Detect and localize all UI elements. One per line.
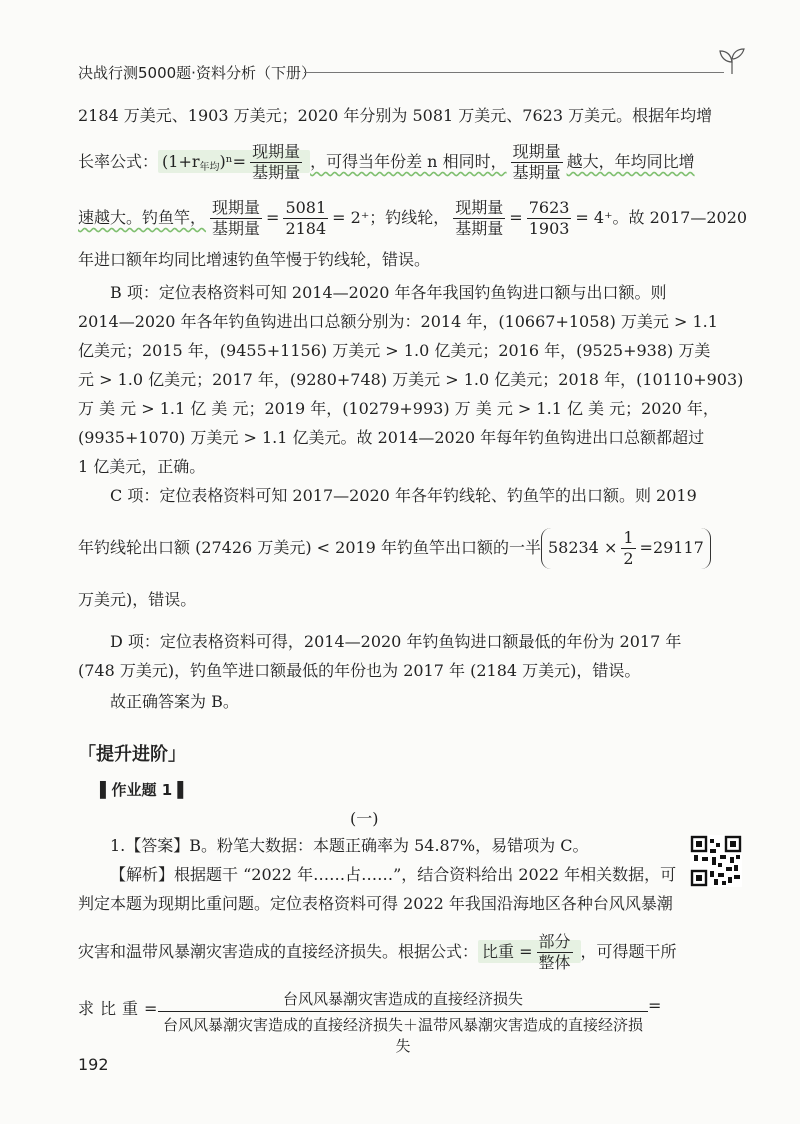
text-fragment: ，可得当年份差 n 相同时， (310, 152, 507, 171)
paren-group (541, 528, 711, 569)
formula-text: (1+r (162, 152, 200, 171)
header-title: 决战行测5000题·资料分析（下册） (78, 64, 316, 82)
numerator: 现期量 (252, 142, 301, 161)
text-fragment: =29117 (639, 538, 704, 557)
denominator: 基期量 (455, 219, 504, 238)
option-c-formula-line (78, 528, 711, 569)
text-fragment: 长率公式： (78, 152, 159, 171)
numerator: 现期量 (212, 198, 261, 217)
numerator: 1 (623, 528, 634, 547)
text-fragment: 越大，年均同比增 (566, 152, 695, 171)
option-d-line: (748 万美元)，钓鱼竿进口额最低的年份也为 2017 年 (2184 万美元)，错误。 (78, 661, 641, 680)
text-fragment: 58234 × (547, 538, 618, 557)
fraction (511, 142, 563, 183)
answer-line: 1.【答案】B。粉笔大数据：本题正确率为 54.87%，易错项为 C。 (110, 836, 589, 855)
formula-line (78, 142, 695, 183)
part-label: (一) (350, 809, 379, 828)
numerator: 台风风暴潮灾害造成的直接经济损失 (158, 988, 648, 1012)
text-fragment: = 2⁺；钓线轮， (332, 208, 450, 227)
denominator: 台风风暴潮灾害造成的直接经济损失＋温带风暴潮灾害造成的直接经济损失 (162, 1016, 643, 1055)
denominator: 2 (623, 549, 634, 568)
fraction (621, 528, 635, 569)
sprout-icon (716, 46, 748, 76)
equals: = (648, 996, 662, 1015)
text-fragment: ，可得题干所 (580, 942, 677, 961)
numerator: 7623 (528, 198, 570, 217)
denominator: 基期量 (212, 219, 261, 238)
option-b-line: 1 亿美元，正确。 (78, 457, 206, 476)
denominator: 基期量 (252, 163, 301, 182)
option-b-line: (9935+1070) 万美元 > 1.1 亿美元。故 2014—2020 年每年钓鱼钩进出口总额都超过 (78, 428, 705, 447)
numerator: 现期量 (455, 198, 504, 217)
option-b-line: B 项：定位表格资料可知 2014—2020 年各年我国钓鱼钩进口额与出口额。则 (110, 283, 667, 302)
denominator: 2184 (285, 219, 327, 238)
text-fragment: = 4⁺。故 2017—2020 (575, 208, 748, 227)
page-number: 192 (78, 1055, 109, 1074)
denominator: 基期量 (512, 163, 561, 182)
fraction (527, 198, 572, 239)
text-line: 年进口额年均同比增速钓鱼竿慢于钓线轮，错误。 (78, 250, 431, 269)
numerator: 部分 (538, 932, 571, 951)
analysis-formula-line (78, 932, 677, 973)
option-d-line: D 项：定位表格资料可得，2014—2020 年钓鱼钩进口额最低的年份为 2017 年 (110, 632, 682, 651)
section-title: 「提升进阶」 (78, 744, 186, 765)
fraction (453, 198, 505, 239)
qr-code-icon (690, 835, 742, 887)
analysis-line: 判定本题为现期比重问题。定位表格资料可得 2022 年我国沿海地区各种台风风暴潮 (78, 894, 673, 913)
denominator: 整体 (538, 953, 571, 972)
ratio-formula (478, 932, 581, 972)
text-line: 2184 万美元、1903 万美元；2020 年分别为 5081 万美元、7623 万美元。根据年均增 (78, 106, 713, 125)
option-c-line: C 项：定位表格资料可知 2017—2020 年各年钓线轮、钓鱼竿的出口额。则 2019 (110, 486, 697, 505)
formula-line (78, 198, 747, 239)
option-c-line: 万美元)，错误。 (78, 590, 197, 609)
numerator: 5081 (285, 198, 327, 217)
answer-line: 故正确答案为 B。 (110, 692, 239, 711)
ratio-label: 求比重= (78, 999, 164, 1018)
fraction (210, 198, 262, 239)
option-b-line: 元 > 1.0 亿美元；2017 年，(9280+748) 万美元 > 1.0 亿美元；2018 年，(10110+903) (78, 370, 744, 389)
fraction (537, 932, 573, 973)
equals: = (509, 208, 523, 227)
text-fragment: 年钓线轮出口额 (27426 万美元) < 2019 年钓鱼竿出口额的一半 (78, 538, 541, 557)
homework-title: ▌作业题 1 ▌ (100, 781, 189, 799)
formula-text: )ⁿ= (219, 152, 247, 171)
text-fragment: 速越大。钓鱼竿， (78, 208, 207, 227)
option-b-line: 亿美元；2015 年，(9455+1156) 万美元 > 1.0 亿美元；2016 年，(9525+938) 万美 (78, 341, 711, 360)
formula-text: 比重 = (482, 942, 533, 961)
denominator: 1903 (528, 219, 570, 238)
fraction (283, 198, 328, 239)
option-b-line: 2014—2020 年各年钓鱼钩进出口总额分别为：2014 年，(10667+1058) 万美元 > 1.1 (78, 312, 718, 331)
header-rule (304, 72, 724, 73)
fraction (250, 142, 302, 183)
analysis-line: 【解析】根据题干 “2022 年……占……”，结合资料给出 2022 年相关数据，可 (110, 865, 677, 884)
numerator: 现期量 (512, 142, 561, 161)
big-fraction (158, 988, 648, 1056)
text-fragment: 灾害和温带风暴潮灾害造成的直接经济损失。根据公式： (78, 942, 479, 961)
option-b-line: 万 美 元 > 1.1 亿 美 元；2019 年，(10279+993) 万 美 元 > 1.1 亿 美 元；2020 年， (78, 399, 719, 418)
growth-formula (158, 142, 310, 182)
formula-subscript: 年均 (199, 162, 220, 173)
equals: = (266, 208, 280, 227)
